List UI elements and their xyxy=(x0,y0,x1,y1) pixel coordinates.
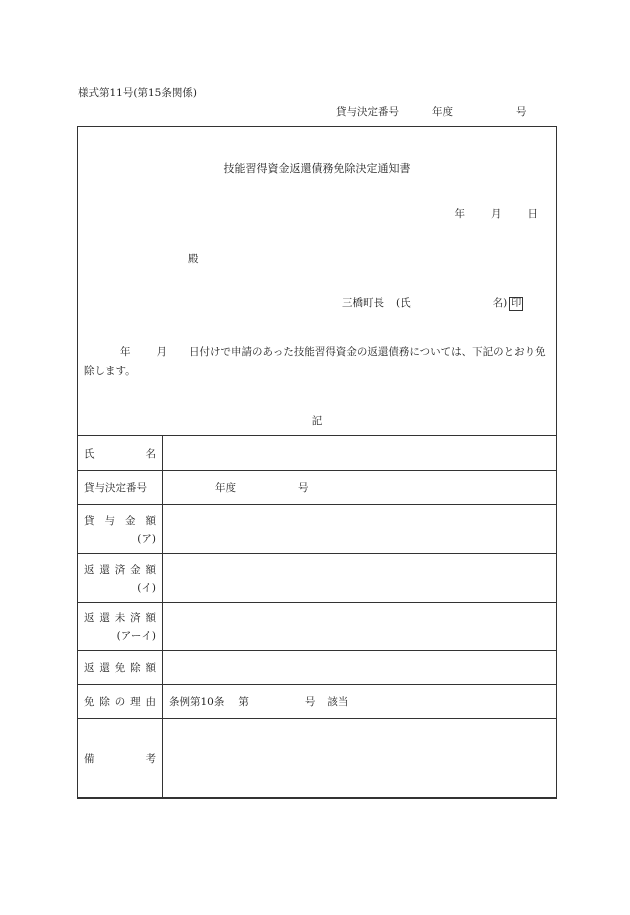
body-text: 日付けで申請のあった技能習得資金の返還債務については、下記のとおり免除します。 xyxy=(84,346,546,377)
decision-no-year: 年度 xyxy=(215,482,236,494)
body-year: 年 xyxy=(120,346,131,358)
unpaid-amount-label: 返 還 未 済 額 (アーイ) xyxy=(78,603,163,651)
unpaid-amount-value xyxy=(163,603,557,651)
reason-prefix: 条例第10条 xyxy=(169,696,225,708)
decision-no-suffix: 号 xyxy=(298,482,309,494)
issuer-name-close: 名) xyxy=(492,297,508,309)
table-row xyxy=(78,603,557,651)
issuer-line xyxy=(342,295,523,311)
table-row xyxy=(78,554,557,603)
date-day: 日 xyxy=(527,208,538,220)
addressee-suffix: 殿 xyxy=(188,253,199,265)
header-decision-no-label: 貸与決定番号 xyxy=(336,106,399,118)
reason-label: 免 除 の 理 由 xyxy=(78,685,163,719)
table-row xyxy=(78,685,557,719)
name-label: 氏 名 xyxy=(78,436,163,471)
issuer-title: 三橋町長 xyxy=(342,297,384,309)
date-month: 月 xyxy=(491,208,502,220)
header-year-label: 年度 xyxy=(432,106,453,118)
issuer-name-open: (氏 xyxy=(396,297,411,309)
table-row xyxy=(78,651,557,685)
table-row xyxy=(78,436,557,471)
body-month: 月 xyxy=(156,346,167,358)
repaid-amount-value xyxy=(163,554,557,603)
reason-value xyxy=(163,685,557,719)
name-value xyxy=(163,436,557,471)
table-row xyxy=(78,719,557,799)
table-row xyxy=(78,505,557,554)
details-table xyxy=(77,435,557,799)
issue-date xyxy=(455,206,539,221)
reason-dai: 第 xyxy=(238,696,249,708)
exempt-amount-value xyxy=(163,651,557,685)
date-year: 年 xyxy=(454,208,465,220)
repaid-amount-label: 返 還 済 金 額 (イ) xyxy=(78,554,163,603)
header-no-suffix: 号 xyxy=(516,106,527,118)
reason-suffix: 該当 xyxy=(327,696,349,708)
body-paragraph xyxy=(84,343,550,381)
remarks-value xyxy=(163,719,557,799)
document-title: 技能習得資金返還債務免除決定通知書 xyxy=(223,162,411,175)
loan-amount-label: 貸 与 金 額 (ア) xyxy=(78,505,163,554)
seal-stamp-box: 印 xyxy=(511,298,522,309)
table-row xyxy=(78,471,557,505)
reason-go: 号 xyxy=(304,696,316,708)
remarks-label: 備 考 xyxy=(78,719,163,799)
decision-no-value xyxy=(163,471,557,505)
exempt-amount-label: 返 還 免 除 額 xyxy=(78,651,163,685)
decision-no-label: 貸与決定番号 xyxy=(78,471,163,505)
ki-heading: 記 xyxy=(311,415,323,427)
form-number: 様式第11号(第15条関係) xyxy=(78,87,197,99)
loan-amount-value xyxy=(163,505,557,554)
